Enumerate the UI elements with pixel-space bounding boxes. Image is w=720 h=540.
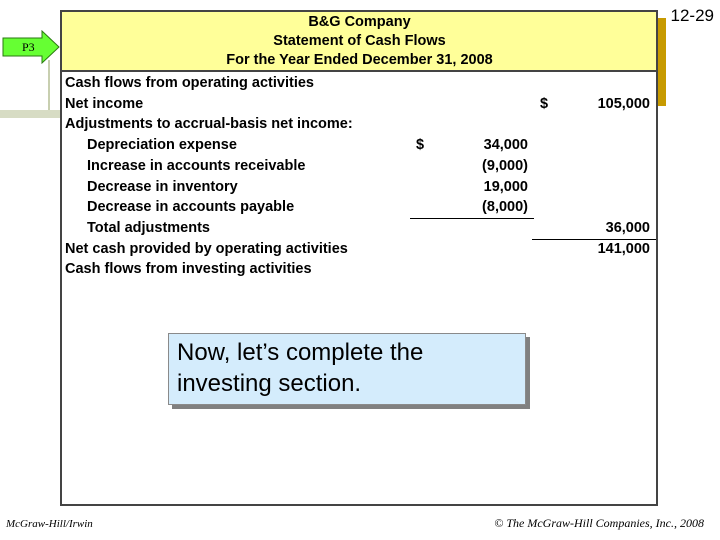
statement-row [62,94,656,114]
row-label: Cash flows from investing activities [65,261,312,278]
adjustment-amount: 19,000 [483,178,528,195]
statement-period: For the Year Ended December 31, 2008 [226,52,493,68]
statement-row [62,156,656,176]
row-label: Adjustments to accrual-basis net income: [65,116,353,133]
total-amount: 141,000 [597,240,650,257]
total-amount: 105,000 [597,95,650,112]
company-name: B&G Company [308,14,411,30]
statement-row [62,197,656,217]
cash-flow-statement [60,10,658,506]
currency-symbol: $ [540,95,549,112]
callout-box [168,333,526,405]
callout-line-2: investing section. [177,370,362,397]
adjustment-amount: (8,000) [482,199,528,216]
slide-number: 12-29 [670,6,714,25]
statement-row [62,177,656,197]
adjustment-amount: (9,000) [482,157,528,174]
statement-row [62,73,656,93]
statement-row [62,114,656,134]
callout-line-1: Now, let’s complete the [177,339,424,366]
statement-row [62,259,656,279]
statement-row [62,239,656,259]
statement-row [62,135,656,155]
statement-title: Statement of Cash Flows [273,33,446,49]
row-label: Total adjustments [87,219,210,236]
subtotal-underline [410,218,534,219]
row-label: Net cash provided by operating activities [65,240,348,257]
total-amount: 36,000 [605,219,650,236]
side-divider [0,110,60,118]
learning-objective-tag [2,30,60,64]
row-label: Decrease in accounts payable [87,199,295,216]
row-label: Increase in accounts receivable [87,157,306,174]
statement-row [62,218,656,238]
currency-symbol: $ [416,137,425,154]
row-label: Net income [65,95,144,112]
footer-copyright: © The McGraw-Hill Companies, Inc., 2008 [494,516,704,530]
row-label: Cash flows from operating activities [65,75,314,91]
row-label: Depreciation expense [87,137,237,154]
total-underline [532,239,656,240]
statement-header [62,12,656,72]
row-label: Decrease in inventory [87,178,238,195]
footer-publisher: McGraw-Hill/Irwin [6,518,93,530]
adjustment-amount: 34,000 [483,137,528,154]
tag-label: P3 [22,40,35,54]
